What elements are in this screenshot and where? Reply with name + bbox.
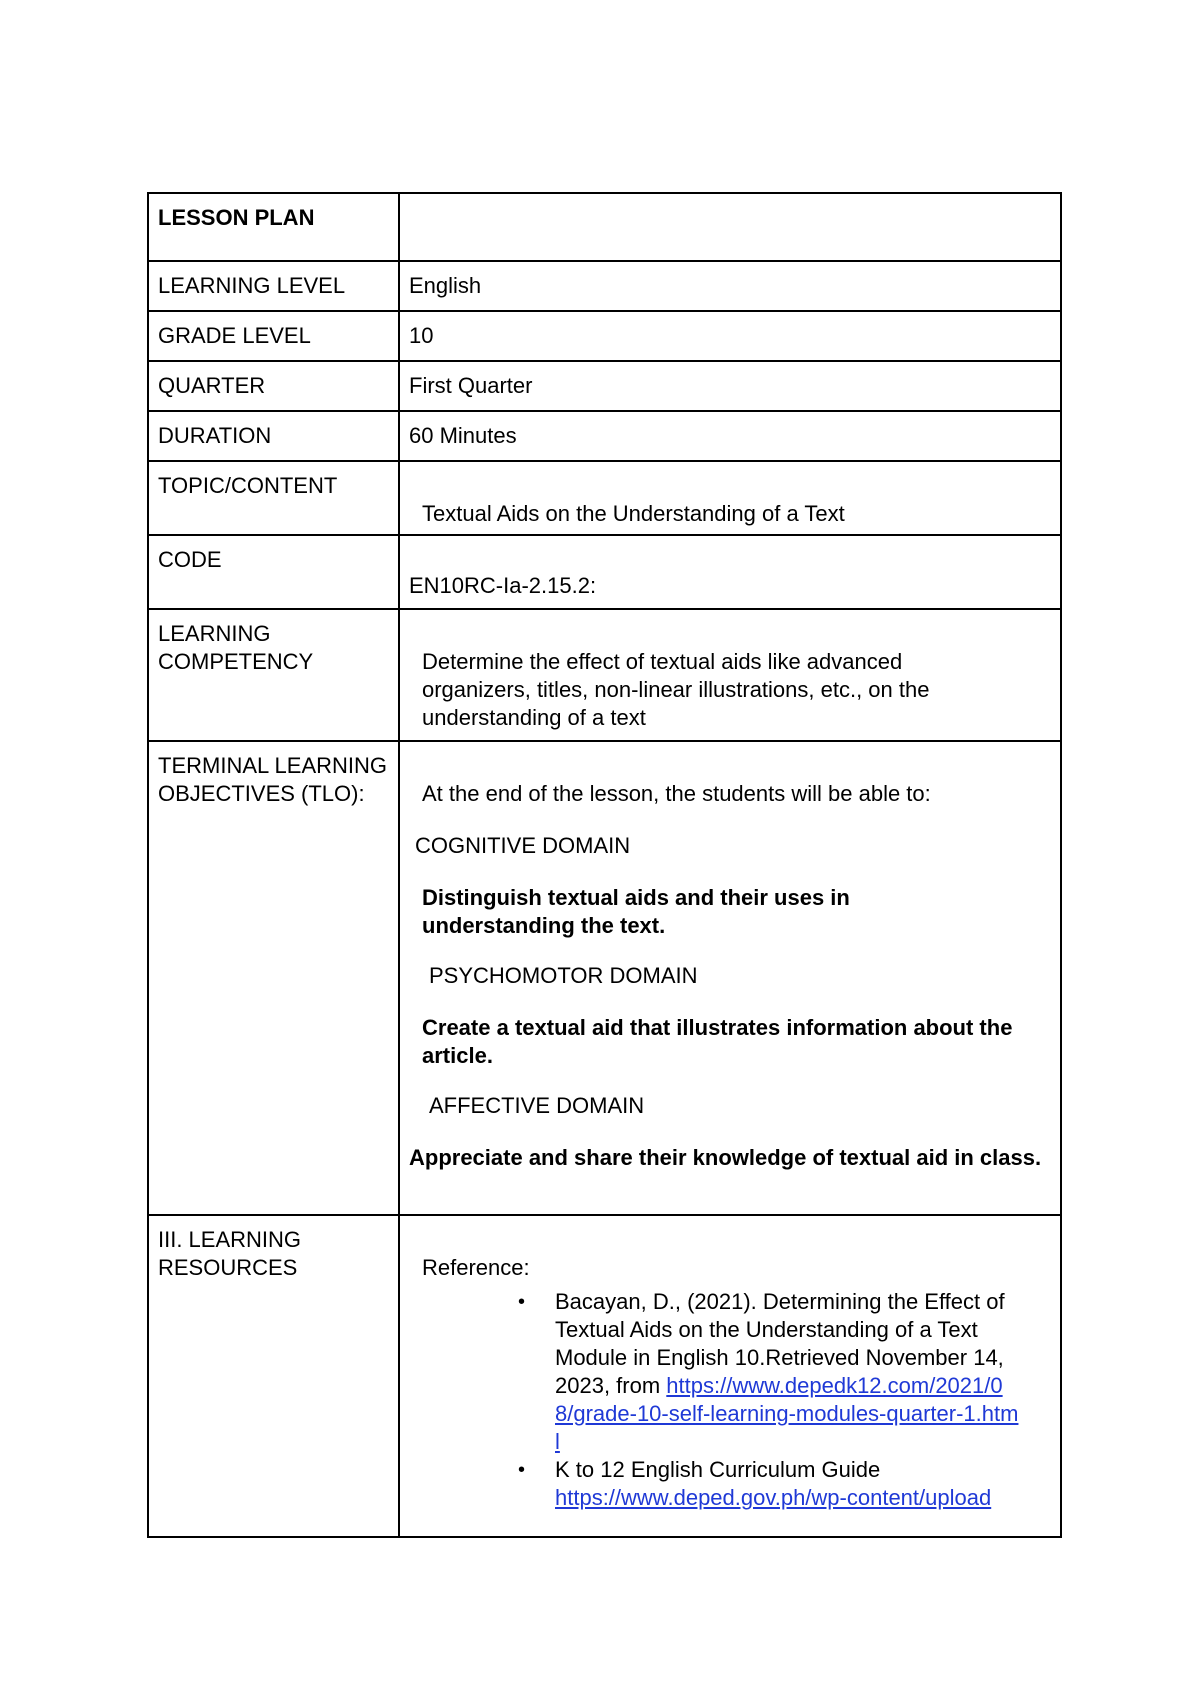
- reference-heading: Reference:: [422, 1255, 530, 1280]
- table-row-learning-level: [148, 261, 1061, 311]
- lesson-plan-title: LESSON PLAN: [148, 193, 399, 261]
- competency-value-cell: [399, 609, 1061, 741]
- quarter-value: First Quarter: [399, 361, 1061, 411]
- table-row-topic: [148, 461, 1061, 535]
- resources-value-cell: [399, 1215, 1061, 1537]
- grade-level-value: 10: [399, 311, 1061, 361]
- table-row-tlo: [148, 741, 1061, 1215]
- reference-text: K to 12 English Curriculum Guide: [555, 1457, 881, 1482]
- table-row-resources: [148, 1215, 1061, 1537]
- lesson-plan-title-value: [399, 193, 1061, 261]
- quarter-label: QUARTER: [148, 361, 399, 411]
- list-item: [518, 1456, 1020, 1512]
- code-label: CODE: [148, 535, 399, 609]
- learning-level-value: English: [399, 261, 1061, 311]
- tlo-value-cell: [399, 741, 1061, 1215]
- duration-value: 60 Minutes: [399, 411, 1061, 461]
- topic-value-cell: [399, 461, 1061, 535]
- code-value-cell: [399, 535, 1061, 609]
- table-row-duration: [148, 411, 1061, 461]
- competency-label: LEARNING COMPETENCY: [148, 609, 399, 741]
- code-value: EN10RC-Ia-2.15.2:: [409, 573, 597, 598]
- table-row-quarter: [148, 361, 1061, 411]
- lesson-plan-table: [147, 192, 1062, 1538]
- duration-label: DURATION: [148, 411, 399, 461]
- topic-label: TOPIC/CONTENT: [148, 461, 399, 535]
- reference-text: Bacayan, D., (2021). Determining the Effect of Textual Aids on the Understanding of a Text Module in English 10.Retrieved November 14, 2023, from: [555, 1289, 1005, 1398]
- table-row-code: [148, 535, 1061, 609]
- tlo-intro: At the end of the lesson, the students will be able to:: [422, 781, 931, 806]
- learning-level-label: LEARNING LEVEL: [148, 261, 399, 311]
- resources-label: III. LEARNING RESOURCES: [148, 1215, 399, 1537]
- affective-objective: Appreciate and share their knowledge of textual aid in class.: [409, 1145, 1042, 1170]
- psychomotor-domain-heading: PSYCHOMOTOR DOMAIN: [429, 963, 698, 988]
- competency-value: Determine the effect of textual aids like advanced organizers, titles, non-linear illustrations, etc., on the understanding of a text: [422, 649, 930, 730]
- reference-link[interactable]: https://www.depedk12.com/2021/08/grade-10-self-learning-modules-quarter-1.html: [555, 1373, 1019, 1454]
- bullet-icon: •: [518, 1459, 526, 1481]
- topic-value: Textual Aids on the Understanding of a Text: [422, 501, 845, 526]
- affective-domain-heading: AFFECTIVE DOMAIN: [429, 1093, 645, 1118]
- reference-link[interactable]: https://www.deped.gov.ph/wp-content/upload: [555, 1485, 992, 1510]
- list-item: [518, 1288, 1020, 1456]
- cognitive-domain-heading: COGNITIVE DOMAIN: [415, 833, 631, 858]
- tlo-label: TERMINAL LEARNING OBJECTIVES (TLO):: [148, 741, 399, 1215]
- table-row-competency: [148, 609, 1061, 741]
- bullet-icon: •: [518, 1291, 526, 1313]
- table-row-grade-level: [148, 311, 1061, 361]
- reference-list: [409, 1288, 1050, 1512]
- grade-level-label: GRADE LEVEL: [148, 311, 399, 361]
- psychomotor-objective: Create a textual aid that illustrates information about the article.: [422, 1015, 1013, 1068]
- table-row-header: [148, 193, 1061, 261]
- cognitive-objective: Distinguish textual aids and their uses in understanding the text.: [422, 885, 850, 938]
